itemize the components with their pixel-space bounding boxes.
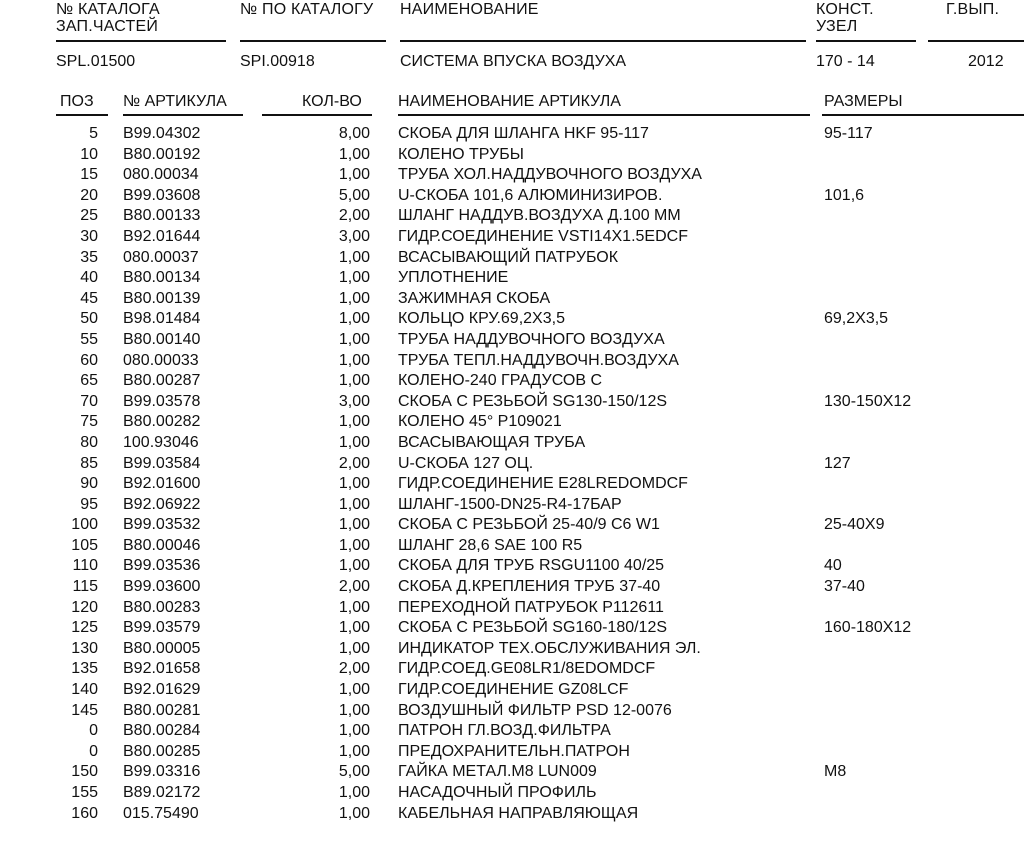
cell-qty: 1,00: [338, 516, 370, 534]
col-article: № АРТИКУЛА: [123, 93, 227, 110]
cell-name: ГИДР.СОЕДИНЕНИЕ GZ08LCF: [398, 681, 629, 699]
catalog-no-value: SPI.00918: [240, 53, 315, 70]
table-row: [0, 742, 1024, 763]
name-value: СИСТЕМА ВПУСКА ВОЗДУХА: [400, 53, 627, 70]
cell-name: ВОЗДУШНЫЙ ФИЛЬТР PSD 12-0076: [398, 701, 672, 719]
cell-article: B80.00283: [123, 598, 201, 616]
cell-article: B80.00287: [123, 372, 201, 390]
cell-qty: 1,00: [338, 289, 370, 307]
cell-article: B99.03316: [123, 763, 201, 781]
table-row: [0, 309, 1024, 330]
cell-name: ПРЕДОХРАНИТЕЛЬН.ПАТРОН: [398, 742, 630, 760]
col-qty: КОЛ-ВО: [302, 93, 362, 110]
table-row: [0, 515, 1024, 536]
cell-article: B80.00133: [123, 207, 201, 225]
cell-pos: 55: [80, 330, 98, 348]
col-pos-underline: [56, 114, 108, 116]
cell-article: B80.00140: [123, 330, 201, 348]
col-qty-underline: [262, 114, 372, 116]
cell-qty: 1,00: [338, 351, 370, 369]
cell-pos: 50: [80, 310, 98, 328]
table-row: [0, 783, 1024, 804]
cell-name: НАСАДОЧНЫЙ ПРОФИЛЬ: [398, 784, 597, 801]
cell-name: СКОБА ДЛЯ ШЛАНГА HKF 95-117: [398, 125, 649, 142]
table-row: [0, 124, 1024, 145]
cell-name: ШЛАНГ-1500-DN25-R4-17БАР: [398, 495, 622, 513]
cell-name: КОЛЕНО ТРУБЫ: [398, 145, 524, 163]
parts-table: [0, 124, 1024, 824]
assembly-label: КОНСТ. УЗЕЛ: [816, 1, 874, 35]
cell-article: B99.03608: [123, 186, 201, 204]
cell-article: B89.02172: [123, 784, 201, 801]
cell-pos: 0: [89, 742, 98, 760]
cell-name: ГАЙКА МЕТАЛ.M8 LUN009: [398, 763, 597, 781]
cell-qty: 1,00: [338, 536, 370, 554]
cell-name: КАБЕЛЬНАЯ НАПРАВЛЯЮЩАЯ: [398, 804, 639, 822]
cell-article: B99.04302: [123, 125, 201, 142]
cell-qty: 3,00: [338, 227, 370, 245]
catalog-no-label: № ПО КАТАЛОГУ: [240, 1, 374, 18]
year-underline: [928, 40, 1024, 42]
cell-pos: 10: [80, 145, 98, 163]
cell-qty: 1,00: [338, 330, 370, 348]
cell-name: СКОБА С РЕЗЬБОЙ SG130-150/12S: [398, 392, 668, 410]
cell-qty: 1,00: [338, 742, 370, 760]
cell-qty: 1,00: [338, 681, 370, 699]
cell-name: КОЛЬЦО КРУ.69,2Х3,5: [398, 310, 565, 328]
cell-name: ТРУБА ТЕПЛ.НАДДУВОЧН.ВОЗДУХА: [398, 351, 679, 369]
cell-qty: 5,00: [338, 186, 370, 204]
cell-pos: 110: [72, 557, 98, 575]
cell-pos: 20: [80, 186, 98, 204]
catalog-no-underline: [240, 40, 386, 42]
cell-article: B99.03536: [123, 557, 201, 575]
cell-size: 101,6: [824, 186, 865, 204]
table-row: [0, 701, 1024, 722]
cell-qty: 1,00: [338, 145, 370, 163]
year-label: Г.ВЫП.: [946, 1, 1000, 18]
col-size: РАЗМЕРЫ: [824, 93, 903, 110]
cell-article: B80.00139: [123, 289, 201, 307]
cell-article: B80.00005: [123, 639, 201, 657]
cell-size: 95-117: [824, 125, 873, 142]
cell-qty: 1,00: [338, 310, 370, 328]
cell-name: СКОБА С РЕЗЬБОЙ SG160-180/12S: [398, 619, 668, 637]
cell-name: СКОБА Д.КРЕПЛЕНИЯ ТРУБ 37-40: [398, 578, 661, 596]
col-name: НАИМЕНОВАНИЕ АРТИКУЛА: [398, 93, 621, 110]
assembly-value: 170 - 14: [816, 53, 875, 70]
table-row: [0, 186, 1024, 207]
cell-qty: 1,00: [338, 722, 370, 740]
cell-size: 69,2Х3,5: [824, 310, 889, 328]
catalog-value: SPL.01500: [56, 53, 136, 70]
cell-article: B92.01600: [123, 475, 201, 493]
cell-pos: 90: [80, 475, 98, 493]
cell-pos: 15: [80, 166, 98, 184]
cell-name: ГИДР.СОЕДИНЕНИЕ VSTI14X1.5EDCF: [398, 227, 688, 245]
cell-name: ШЛАНГ НАДДУВ.ВОЗДУХА Д.100 ММ: [398, 207, 681, 225]
table-row: [0, 206, 1024, 227]
cell-pos: 35: [80, 248, 98, 266]
cell-qty: 1,00: [338, 475, 370, 493]
cell-pos: 30: [80, 227, 98, 245]
cell-pos: 40: [80, 269, 98, 287]
cell-size: 37-40: [824, 578, 865, 596]
cell-name: U-СКОБА 101,6 АЛЮМИНИЗИРОВ.: [398, 186, 663, 204]
table-row: [0, 454, 1024, 475]
cell-qty: 3,00: [338, 392, 370, 410]
cell-pos: 80: [80, 433, 98, 451]
table-row: [0, 289, 1024, 310]
cell-name: ТРУБА НАДДУВОЧНОГО ВОЗДУХА: [398, 330, 665, 348]
cell-pos: 100: [71, 516, 98, 534]
cell-qty: 1,00: [338, 557, 370, 575]
cell-article: B99.03579: [123, 619, 201, 637]
table-row: [0, 659, 1024, 680]
cell-pos: 135: [71, 660, 98, 678]
cell-qty: 1,00: [338, 495, 370, 513]
catalog-label: № КАТАЛОГА ЗАП.ЧАСТЕЙ: [56, 1, 160, 35]
cell-size: M8: [824, 763, 847, 781]
cell-name: ЗАЖИМНАЯ СКОБА: [398, 289, 551, 307]
cell-article: B92.01629: [123, 681, 201, 699]
cell-article: B98.01484: [123, 310, 201, 328]
cell-pos: 65: [80, 372, 98, 390]
cell-size: 25-40Х9: [824, 516, 885, 534]
cell-qty: 8,00: [338, 125, 370, 142]
table-row: [0, 680, 1024, 701]
cell-name: КОЛЕНО 45° P109021: [398, 413, 562, 431]
cell-article: B80.00285: [123, 742, 201, 760]
cell-pos: 120: [71, 598, 98, 616]
cell-qty: 1,00: [338, 701, 370, 719]
cell-pos: 125: [71, 619, 98, 637]
cell-name: ГИДР.СОЕДИНЕНИЕ E28LREDOMDCF: [398, 475, 688, 493]
cell-qty: 1,00: [338, 639, 370, 657]
cell-qty: 1,00: [338, 433, 370, 451]
cell-pos: 25: [80, 207, 98, 225]
col-article-underline: [123, 114, 243, 116]
cell-pos: 95: [80, 495, 98, 513]
cell-name: ТРУБА ХОЛ.НАДДУВОЧНОГО ВОЗДУХА: [398, 166, 702, 184]
table-row: [0, 371, 1024, 392]
cell-article: B99.03600: [123, 578, 201, 596]
table-row: [0, 474, 1024, 495]
cell-article: B80.00281: [123, 701, 201, 719]
cell-qty: 1,00: [338, 804, 370, 822]
cell-qty: 1,00: [338, 269, 370, 287]
cell-qty: 1,00: [338, 413, 370, 431]
cell-pos: 145: [71, 701, 98, 719]
table-row: [0, 145, 1024, 166]
catalog-values: [0, 53, 1024, 73]
cell-article: 080.00034: [123, 166, 199, 184]
cell-article: B99.03532: [123, 516, 201, 534]
table-row: [0, 721, 1024, 742]
table-row: [0, 618, 1024, 639]
name-underline: [400, 40, 806, 42]
cell-qty: 2,00: [338, 578, 370, 596]
table-row: [0, 227, 1024, 248]
year-value: 2012: [968, 53, 1004, 70]
cell-name: ИНДИКАТОР ТЕХ.ОБСЛУЖИВАНИЯ ЭЛ.: [398, 639, 701, 657]
table-row: [0, 536, 1024, 557]
cell-article: 080.00037: [123, 248, 199, 266]
cell-name: ШЛАНГ 28,6 SAE 100 R5: [398, 536, 583, 554]
cell-qty: 1,00: [338, 248, 370, 266]
cell-pos: 140: [71, 681, 98, 699]
cell-name: ГИДР.СОЕД.GE08LR1/8EDOMDCF: [398, 660, 656, 678]
cell-name: ВСАСЫВАЮЩИЙ ПАТРУБОК: [398, 248, 619, 266]
cell-article: B99.03584: [123, 454, 201, 472]
cell-article: 080.00033: [123, 351, 199, 369]
table-row: [0, 330, 1024, 351]
cell-article: B92.01658: [123, 660, 201, 678]
cell-name: ВСАСЫВАЮЩАЯ ТРУБА: [398, 433, 586, 451]
cell-name: ПАТРОН ГЛ.ВОЗД.ФИЛЬТРА: [398, 722, 611, 740]
cell-article: B80.00192: [123, 145, 201, 163]
cell-pos: 130: [71, 639, 98, 657]
name-label: НАИМЕНОВАНИЕ: [400, 1, 539, 18]
cell-pos: 155: [71, 784, 98, 801]
cell-article: B80.00284: [123, 722, 201, 740]
cell-qty: 1,00: [338, 372, 370, 390]
cell-pos: 160: [71, 804, 98, 822]
cell-article: B80.00134: [123, 269, 201, 287]
table-row: [0, 556, 1024, 577]
assembly-underline: [816, 40, 916, 42]
catalog-header: [0, 0, 1024, 44]
col-size-underline: [822, 114, 1024, 116]
cell-article: B92.06922: [123, 495, 201, 513]
cell-pos: 85: [80, 454, 98, 472]
cell-qty: 1,00: [338, 619, 370, 637]
table-row: [0, 433, 1024, 454]
cell-pos: 70: [80, 392, 98, 410]
table-row: [0, 495, 1024, 516]
cell-pos: 115: [72, 578, 98, 596]
cell-name: СКОБА С РЕЗЬБОЙ 25-40/9 C6 W1: [398, 516, 660, 534]
cell-article: 100.93046: [123, 433, 199, 451]
table-row: [0, 268, 1024, 289]
cell-size: 127: [824, 454, 851, 472]
cell-size: 40: [824, 557, 842, 575]
cell-name: ПЕРЕХОДНОЙ ПАТРУБОК P112611: [398, 598, 664, 616]
cell-pos: 5: [89, 125, 98, 142]
cell-qty: 1,00: [338, 784, 370, 801]
cell-qty: 2,00: [338, 454, 370, 472]
cell-article: B80.00282: [123, 413, 201, 431]
cell-article: 015.75490: [123, 804, 199, 822]
cell-size: 160-180Х12: [824, 619, 912, 637]
cell-pos: 75: [80, 413, 98, 431]
table-row: [0, 248, 1024, 269]
table-header: [0, 93, 1024, 115]
table-row: [0, 762, 1024, 783]
table-row: [0, 351, 1024, 372]
cell-qty: 2,00: [338, 660, 370, 678]
cell-name: U-СКОБА 127 ОЦ.: [398, 454, 534, 472]
table-row: [0, 804, 1024, 825]
cell-size: 130-150Х12: [824, 392, 912, 410]
table-row: [0, 639, 1024, 660]
cell-qty: 1,00: [338, 166, 370, 184]
cell-pos: 60: [80, 351, 98, 369]
table-row: [0, 577, 1024, 598]
cell-article: B99.03578: [123, 392, 201, 410]
cell-article: B92.01644: [123, 227, 201, 245]
cell-qty: 5,00: [338, 763, 370, 781]
table-row: [0, 598, 1024, 619]
cell-name: УПЛОТНЕНИЕ: [398, 269, 509, 287]
table-row: [0, 392, 1024, 413]
cell-pos: 45: [80, 289, 98, 307]
cell-article: B80.00046: [123, 536, 201, 554]
cell-pos: 150: [71, 763, 98, 781]
cell-name: СКОБА ДЛЯ ТРУБ RSGU1100 40/25: [398, 557, 665, 575]
table-row: [0, 165, 1024, 186]
cell-pos: 0: [89, 722, 98, 740]
catalog-underline: [56, 40, 226, 42]
table-row: [0, 412, 1024, 433]
cell-qty: 1,00: [338, 598, 370, 616]
cell-name: КОЛЕНО-240 ГРАДУСОВ С: [398, 372, 603, 390]
cell-qty: 2,00: [338, 207, 370, 225]
cell-pos: 105: [71, 536, 98, 554]
col-pos: ПОЗ: [60, 93, 94, 110]
col-name-underline: [398, 114, 810, 116]
